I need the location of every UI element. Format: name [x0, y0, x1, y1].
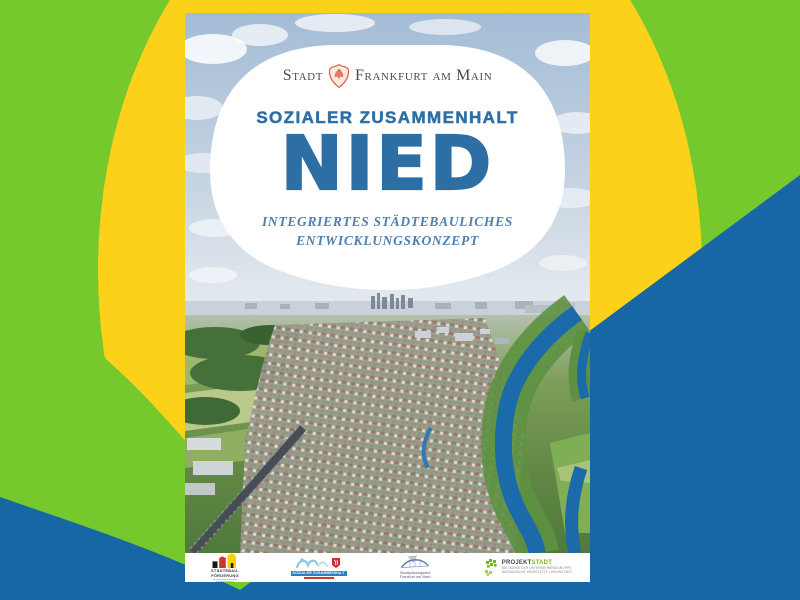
wordmark-frankfurt: Frankfurt am Main — [355, 67, 493, 84]
ps-line-2: NASSAUISCHE HEIMSTÄTTE | WOHNSTADT — [501, 569, 572, 574]
frankfurt-eagle-crest-icon — [328, 63, 350, 89]
szh-banner: SOZIALER ZUSAMMENHALT — [292, 570, 345, 575]
stadt-frankfurt-wordmark — [185, 63, 590, 89]
subtitle-line-1: INTEGRIERTES STÄDTEBAULICHES — [261, 214, 514, 230]
brand-projekt: PROJEKT — [501, 560, 532, 567]
bridge-icon — [398, 555, 432, 571]
wordmark-stadt: Stadt — [282, 67, 324, 84]
projektstadt-logo — [484, 559, 572, 576]
report-cover — [185, 13, 590, 582]
staedtebaufoerderung-icon — [211, 553, 239, 568]
cover-subtitle — [185, 212, 590, 250]
sbf-line-1: STÄDTEBAU- — [211, 567, 239, 573]
cover-text — [185, 13, 590, 250]
spa-line-2: Frankfurt am Main — [399, 575, 431, 580]
brand-stadt: STADT — [531, 560, 553, 567]
subtitle-line-2: ENTWICKLUNGSKONZEPT — [296, 233, 479, 249]
sozialer-zusammenhalt-hessen-logo — [291, 557, 347, 579]
staedtebaufoerderung-logo — [211, 553, 239, 583]
spa-line-1: Stadtplanungsamt — [399, 570, 431, 575]
szh-redline — [304, 577, 334, 579]
ps-line-1: DIE MARKE DER UNTERNEHMENSGRUPPE — [501, 566, 572, 571]
projektstadt-icon — [484, 559, 499, 576]
cover-kicker: SOZIALER ZUSAMMENHALT — [256, 108, 519, 127]
cover-title: NIED — [280, 121, 495, 207]
sbf-line-2: FÖRDERUNG — [211, 572, 239, 578]
stadtplanungsamt-logo — [398, 555, 432, 579]
hessen-figures-icon — [294, 557, 344, 570]
sbf-microtext-2 — [216, 581, 234, 582]
sbf-microtext — [213, 579, 237, 581]
logo-strip — [185, 553, 590, 582]
